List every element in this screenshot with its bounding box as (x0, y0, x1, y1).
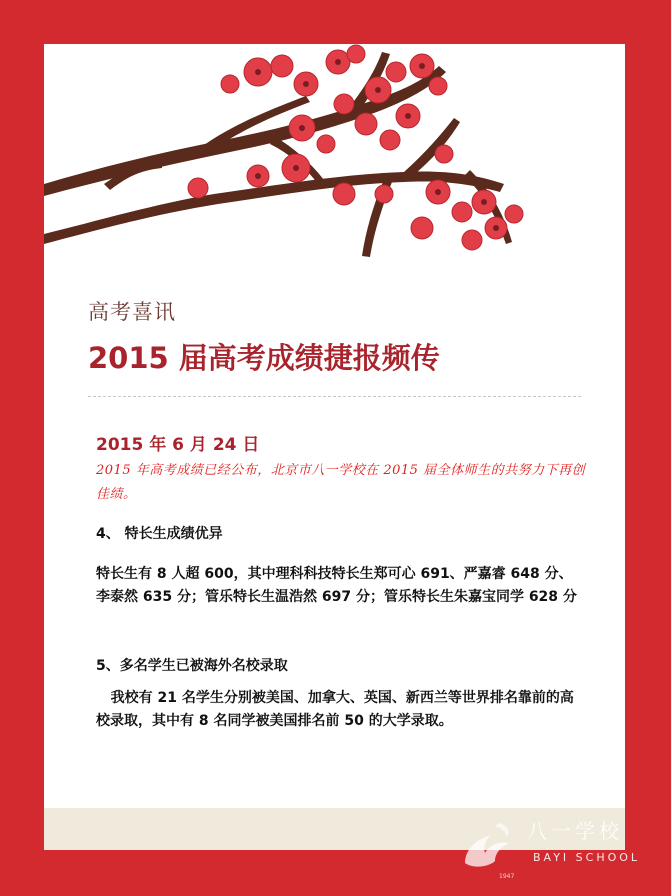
logo-year: 1947 (499, 873, 515, 880)
poster-card (44, 44, 625, 850)
logo-english-name: BAYI SCHOOL (533, 851, 641, 864)
page-subtitle: 高考喜讯 (88, 300, 176, 324)
section-4-body: 特长生有 8 人超 600，其中理科科技特长生郑可心 691、严嘉睿 648 分、李泰然 635 分；管乐特长生温浩然 697 分；管乐特长生朱嘉宝同学 628 分 (96, 566, 577, 605)
page-title: 2015 届高考成绩捷报频传 (88, 341, 440, 375)
section-5-body: 我校有 21 名学生分别被美国、加拿大、英国、新西兰等世界排名靠前的高校录取，其中有 8 名同学被美国排名前 50 的大学录取。 (96, 690, 574, 729)
school-logo (455, 815, 645, 881)
section-5-heading: 5、多名学生已被海外名校录取 (96, 658, 288, 674)
section-4-heading: 4、 特长生成绩优异 (96, 526, 223, 542)
plum-blossom-branch-illustration (44, 44, 625, 294)
dashed-divider (88, 396, 581, 397)
logo-chinese-name: 八一学校 (527, 819, 623, 843)
announcement-text: 2015 年高考成绩已经公布，北京市八一学校在 2015 届全体师生的共努力下再创佳绩。 (96, 463, 586, 502)
announcement-date: 2015 年 6 月 24 日 (96, 435, 260, 455)
school-emblem-icon (455, 815, 525, 875)
